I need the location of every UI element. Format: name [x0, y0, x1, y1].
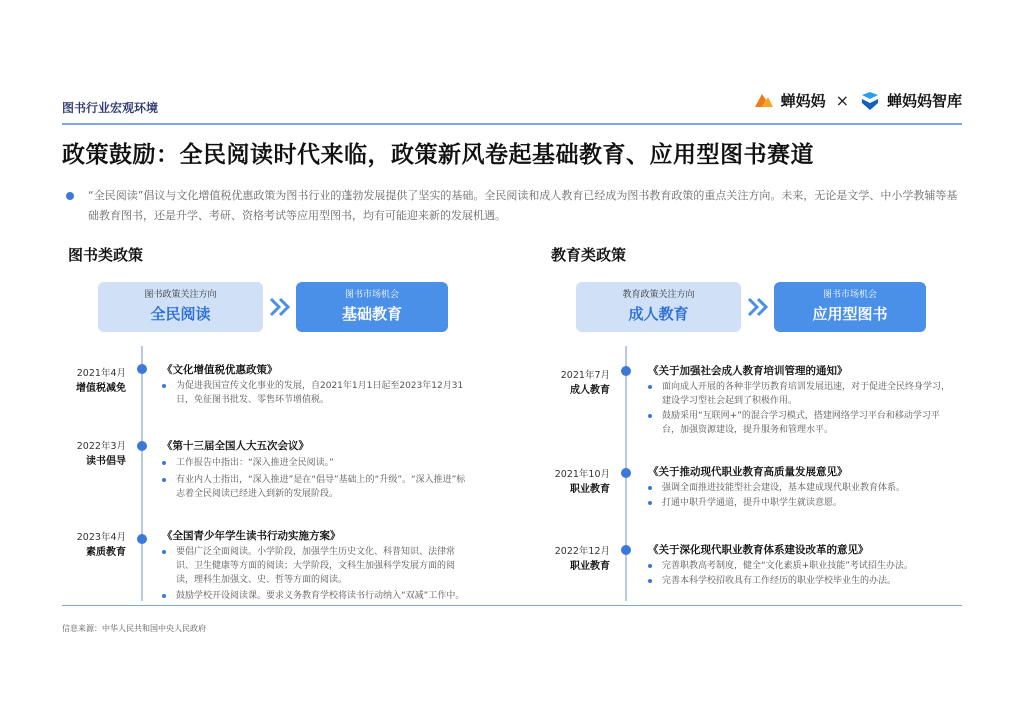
top-divider: [62, 123, 962, 125]
left-timeline-dot: [137, 364, 147, 374]
event-bullet: 完善本科学校招收具有工作经历的职业学校毕业生的办法。: [662, 574, 956, 588]
right-chevron-icon: [747, 296, 771, 318]
event-category: 读书倡导: [86, 456, 126, 467]
brand-logos: [753, 90, 962, 111]
left-chevron-icon: [269, 296, 293, 318]
event-date: 2021年7月: [560, 370, 610, 381]
event-bullet: 有业内人士指出，“深入推进”是在“倡导”基础上的“升级”。“深入推进”标志着全民阅读已经进入到新的发展阶段。: [176, 473, 472, 501]
event-date: 2023年4月: [76, 532, 126, 543]
event-policy-title: 《全国青少年学生读书行动实施方案》: [162, 530, 341, 542]
logo-right-text: 蝉妈妈智库: [886, 92, 962, 110]
logo-left-text: 蝉妈妈: [780, 92, 826, 110]
logo-separator: ×: [835, 91, 849, 110]
event-bullet: 打通中职升学通道，提升中职学生就读意愿。: [662, 496, 956, 510]
right-column-heading: 教育类政策: [551, 246, 627, 264]
right-opportunity-pill: [774, 282, 926, 332]
left-opportunity-pill: [296, 282, 448, 332]
event-bullet: 工作报告中指出：“深入推进全民阅读。”: [176, 456, 466, 470]
event-category: 增值税减免: [76, 383, 126, 394]
event-category: 职业教育: [570, 561, 610, 572]
right-opportunity-sub: 图书市场机会: [822, 290, 877, 300]
left-timeline-line: [141, 346, 143, 601]
left-focus-pill: [98, 282, 263, 332]
event-bullet: 完善职教高考制度，健全“文化素质+职业技能”考试招生办法。: [662, 559, 956, 573]
event-bullet: 鼓励采用“互联网+”的混合学习模式，搭建网络学习平台和移动学习平台，加强资源建设，提升服务和管理水平。: [662, 409, 956, 437]
event-bullet: 要倡广泛全面阅读。小学阶段，加强学生历史文化、科普知识、法律常识、卫生健康等方面的阅读；大学阶段，文科生加强科学发展方面的阅读，理科生加强文、史、哲等方面的阅读。: [176, 545, 472, 587]
right-timeline-dot: [621, 468, 631, 478]
left-focus-sub: 图书政策关注方向: [144, 290, 217, 300]
event-bullet: 鼓励学校开设阅读课。要求义务教育学校将读书行动纳入“双减”工作中。: [176, 589, 480, 603]
bottom-divider: [62, 605, 962, 606]
page-title: 政策鼓励：全民阅读时代来临，政策新风卷起基础教育、应用型图书赛道: [62, 142, 814, 168]
event-category: 成人教育: [570, 385, 610, 396]
event-policy-title: 《关于深化现代职业教育体系建设改革的意见》: [648, 544, 869, 556]
right-timeline-dot: [621, 366, 631, 376]
right-opportunity-main: 应用型图书: [812, 305, 888, 323]
event-bullet: 面向成人开展的各种非学历教育培训发展迅速，对于促进全民终身学习，建设学习型社会起到了积极作用。: [662, 380, 956, 408]
event-category: 素质教育: [86, 547, 126, 558]
left-focus-main: 全民阅读: [150, 305, 211, 323]
event-bullet: 为促进我国宣传文化事业的发展，自2021年1月1日起至2023年12月31日，免征图书批发、零售环节增值税。: [176, 379, 466, 407]
event-policy-title: 《文化增值税优惠政策》: [162, 364, 278, 376]
right-focus-pill: [576, 282, 741, 332]
left-column-heading: 图书类政策: [68, 246, 144, 264]
event-date: 2022年3月: [76, 441, 126, 452]
intro-bullet: [66, 192, 74, 200]
left-opportunity-main: 基础教育: [341, 305, 402, 323]
source-note: 信息来源：中华人民共和国中央人民政府: [62, 624, 206, 633]
right-timeline-dot: [621, 545, 631, 555]
event-date: 2022年12月: [554, 546, 610, 557]
event-policy-title: 《第十三届全国人大五次会议》: [162, 440, 309, 452]
event-date: 2021年10月: [554, 469, 610, 480]
event-policy-title: 《关于加强社会成人教育培训管理的通知》: [648, 365, 848, 377]
event-date: 2021年4月: [76, 368, 126, 379]
chanmama-logo-icon: [753, 91, 775, 111]
left-timeline-dot: [137, 534, 147, 544]
intro-paragraph: “全民阅读”倡议与文化增值税优惠政策为图书行业的蓬勃发展提供了坚实的基础。全民阅读和成人教育已经成为图书教育政策的重点关注方向。未来，无论是文学、中小学教辅等基础教育图书，还是升学、考研、资格考试等应用型图书，均有可能迎来新的发展机遇。: [88, 189, 958, 222]
event-policy-title: 《关于推动现代职业教育高质量发展意见》: [648, 466, 848, 478]
left-timeline-dot: [137, 441, 147, 451]
right-focus-main: 成人教育: [628, 305, 689, 323]
chanmama-zhiku-logo-icon: [859, 91, 881, 111]
event-category: 职业教育: [570, 484, 610, 495]
left-opportunity-sub: 图书市场机会: [344, 290, 399, 300]
event-bullet: 强调全面推进技能型社会建设，基本建成现代职业教育体系。: [662, 481, 956, 495]
right-focus-sub: 教育政策关注方向: [622, 290, 695, 300]
section-tag: 图书行业宏观环境: [62, 101, 159, 115]
